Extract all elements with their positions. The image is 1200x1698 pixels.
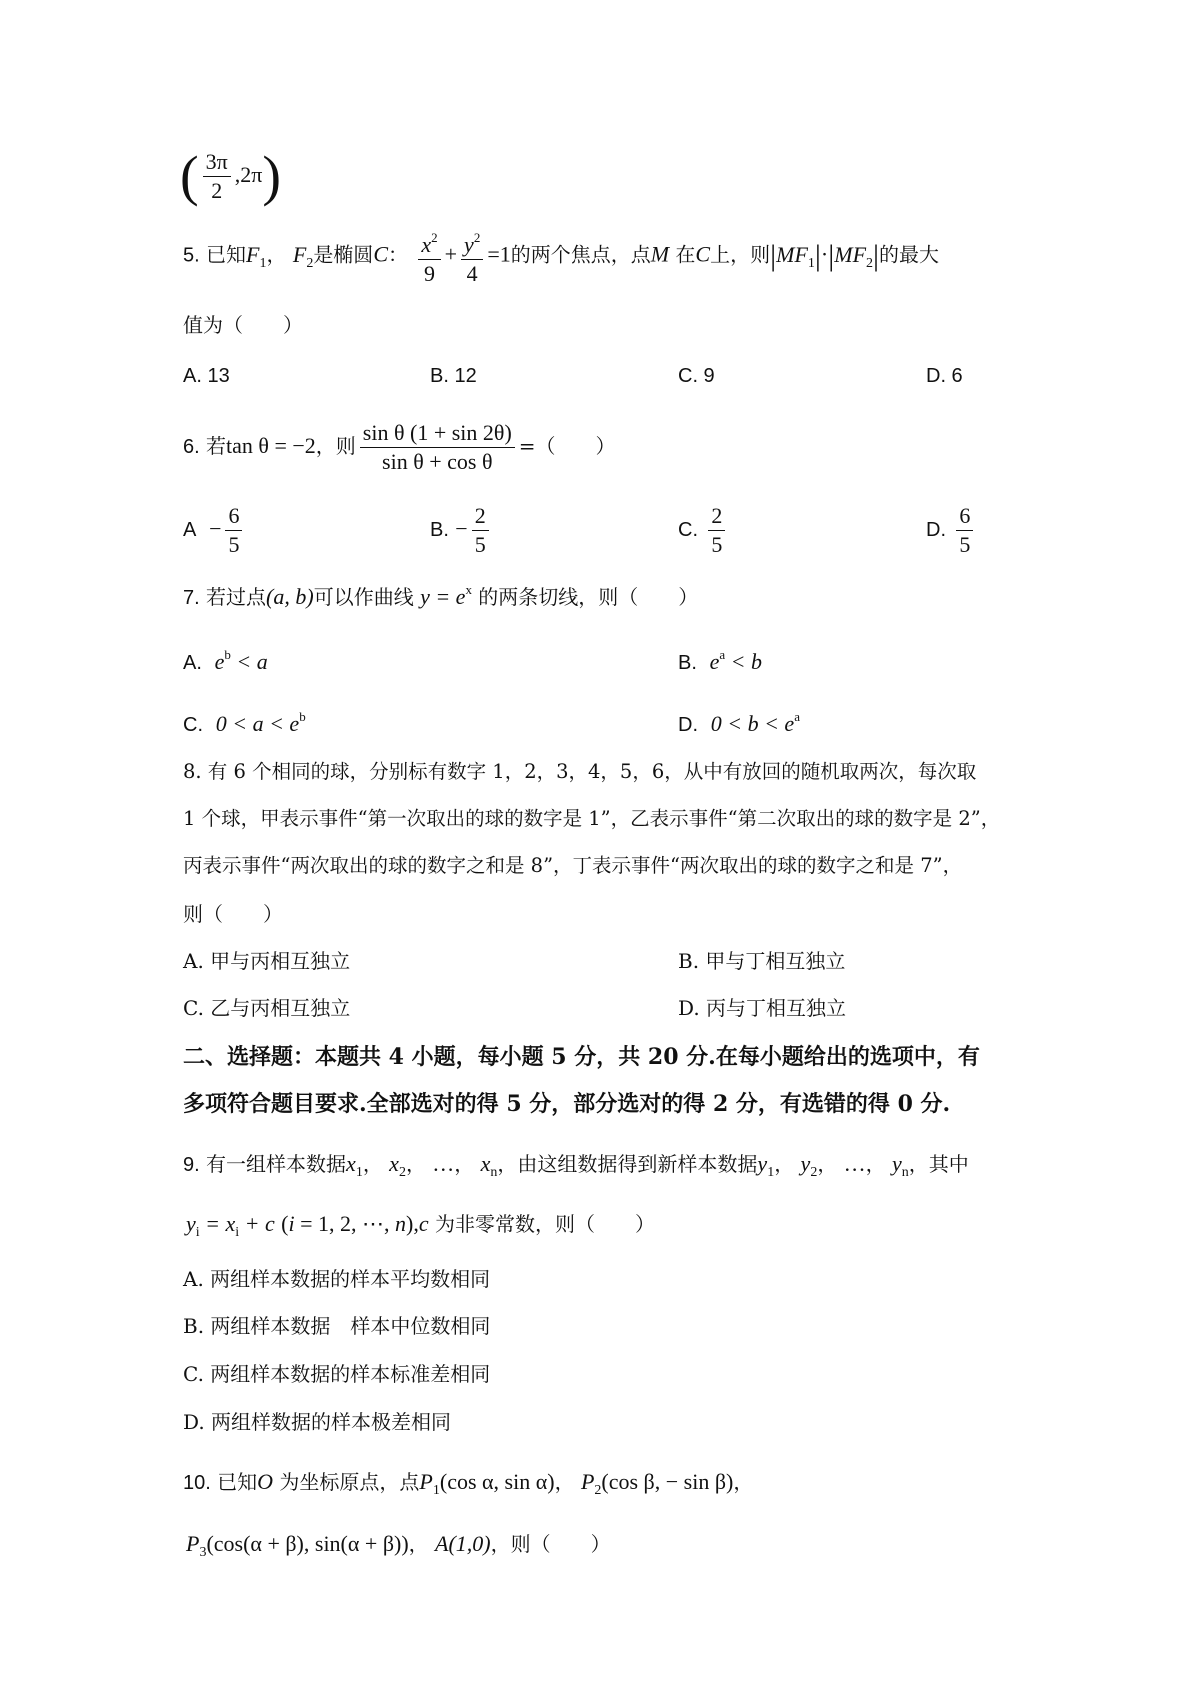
q5-option-c: C. 9	[678, 365, 715, 387]
question-9: 9. 有一组样本数据$x_1$， $x_2$， …， $x_n$，由这组数据得到新样本数据$y_1$， $y_2$， …， $y_n$，其中	[183, 1151, 969, 1180]
q6-option-b: B. − $\frac{2}{5}$	[430, 502, 493, 559]
q7-option-a: A. $e^b < a$	[183, 647, 268, 674]
question-8-line-1: 8. 有 6 个相同的球，分别标有数字 1，2，3，4，5，6，从中有放回的随机取两次，每次取	[183, 760, 977, 783]
fragment-rest: ,2π	[234, 162, 263, 187]
question-6: 6. 若tan θ = −2，则 $\frac{\text{sin θ (1 + sin 2θ)}}{\text{sin θ + cos θ}}$ =（ ）	[183, 420, 616, 474]
q8-option-d: D. 丙与丁相互独立	[678, 996, 847, 1020]
question-5-cont: 值为（ ）	[183, 313, 303, 337]
q7-option-d: D. $0 < b < e^a$	[678, 709, 800, 736]
ellipse-y-term: $\frac{y^2}{4}$	[461, 224, 483, 288]
question-8-line-3: 丙表示事件“两次取出的球的数字之和是 8”，丁表示事件“两次取出的球的数字之和是 7”，	[183, 854, 963, 877]
q5-option-a: A. 13	[183, 365, 230, 387]
fragment-numerator: 3π	[203, 148, 231, 177]
q7-option-c: C. $0 < a < e^b$	[183, 709, 306, 736]
question-10-cont: $P_3(\cos(\alpha + \beta)$, sin(α + β))， A(1,0)，则（ ）	[186, 1531, 611, 1560]
q9-option-b: B. 两组样本数据 样本中位数相同	[183, 1314, 491, 1338]
q6-option-d: D. $\frac{6}{5}$	[926, 502, 977, 559]
ellipse-x-term: $\frac{x^2}{9}$	[418, 224, 440, 288]
q9-option-c: C. 两组样本数据的样本标准差相同	[183, 1362, 491, 1386]
question-8-line-2: 1 个球，甲表示事件“第一次取出的球的数字是 1”，乙表示事件“第二次取出的球的数字是 2”，	[183, 807, 1001, 830]
q9-option-a: A. 两组样本数据的样本平均数相同	[183, 1267, 491, 1291]
prev-answer-fragment: ( $\frac{3\pi}{2}$ ,2π)	[180, 145, 282, 208]
question-5: 5. 已知$F_1$， $F_2$是椭圆C： $\frac{x^2}{9}$ + $\frac{y^2}{4}$ =1的两个焦点，点M 在C上，则$|MF_1|\cdot|MF_2|$的最大	[183, 224, 939, 288]
fragment-denominator: 2	[211, 178, 223, 203]
question-8-line-4: 则（ ）	[183, 902, 283, 926]
q5-option-b: B. 12	[430, 365, 477, 387]
question-7: 7. 若过点(a, b)可以作曲线 $y = e^x$ 的两条切线，则（ ）	[183, 582, 699, 609]
q6-fraction: $\frac{\text{sin θ (1 + sin 2θ)}}{\text{sin θ + cos θ}}$	[360, 419, 515, 476]
q8-option-a: A. 甲与丙相互独立	[183, 949, 351, 973]
section-2-heading-line-1: 二、选择题：本题共 4 小题，每小题 5 分，共 20 分.在每小题给出的选项中，有	[183, 1044, 980, 1070]
q6-option-c: C. $\frac{2}{5}$	[678, 502, 729, 559]
question-10: 10. 已知O 为坐标原点，点$P_1(\cos$ α, sin α)， $P_2(\cos$ β, − sin β)，	[183, 1469, 754, 1498]
q9-option-d: D. 两组样数据的样本极差相同	[183, 1410, 452, 1434]
q8-option-b: B. 甲与丁相互独立	[678, 949, 846, 973]
q7-option-b: B. $e^a < b$	[678, 647, 763, 674]
q5-option-d: D. 6	[926, 365, 963, 387]
question-9-cont: $y_i = x_i + c$ (i = 1, 2, ⋯, n),c 为非零常数，则（ ）	[186, 1211, 655, 1240]
section-2-heading-line-2: 多项符合题目要求.全部选对的得 5 分，部分选对的得 2 分，有选错的得 0 分.	[183, 1091, 951, 1117]
q8-option-c: C. 乙与丙相互独立	[183, 996, 351, 1020]
q6-option-a: A − $\frac{6}{5}$	[183, 502, 246, 559]
